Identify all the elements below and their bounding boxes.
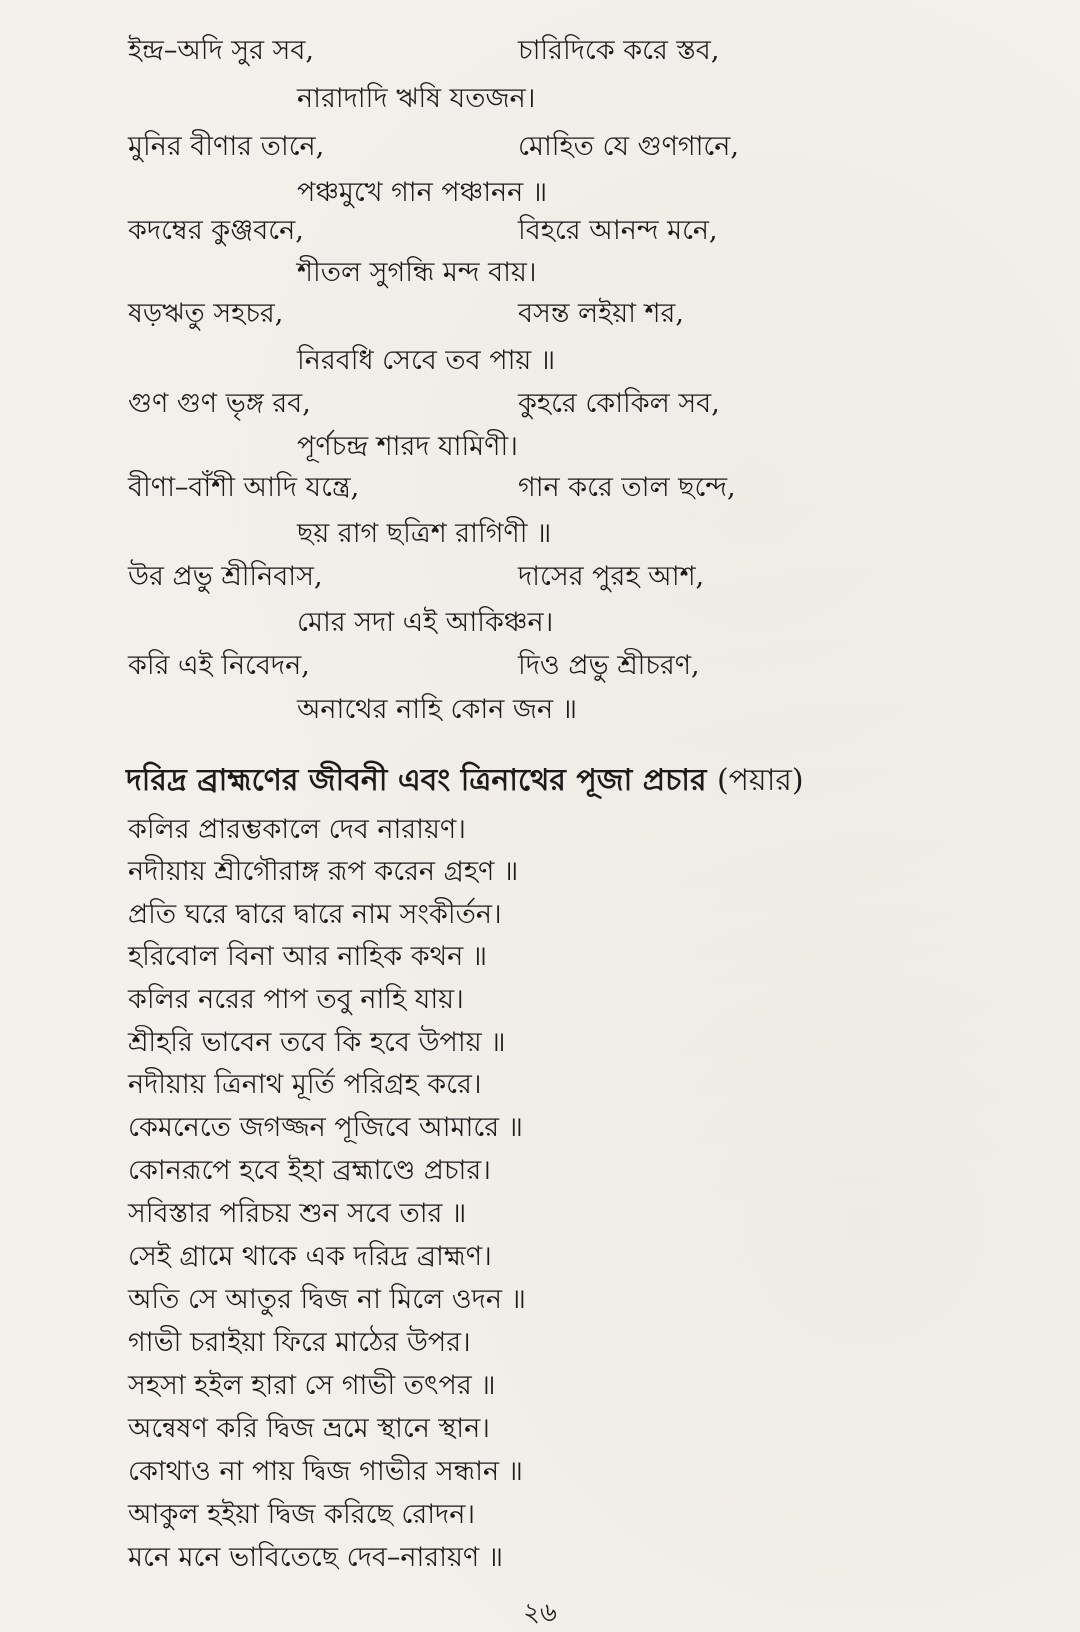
verse-line-right: বিহরে আনন্দ মনে, [518,215,718,246]
payar-line: সবিস্তার পরিচয় শুন সবে তার ॥ [128,1198,467,1229]
payar-line: কলির প্রারম্ভকালে দেব নারায়ণ। [128,814,466,845]
page-number: ২৬ [523,1598,557,1628]
payar-line: কোনরূপে হবে ইহা ব্রহ্মাণ্ডে প্রচার। [128,1155,491,1186]
payar-line: হরিবোল বিনা আর নাহিক কথন ॥ [128,941,488,972]
section-heading [126,762,804,800]
payar-line: কেমনেতে জগজ্জন পূজিবে আমারে ॥ [128,1112,523,1143]
payar-line: প্রতি ঘরে দ্বারে দ্বারে নাম সংকীর্তন। [128,899,502,930]
verse-line-left: কদম্বের কুঞ্জবনে, [128,215,304,246]
verse-line-right: মোহিত যে গুণগানে, [518,131,739,162]
verse-line-left: গুণ গুণ ভৃঙ্গ রব, [128,388,311,419]
payar-line: সেই গ্রামে থাকে এক দরিদ্র ব্রাহ্মণ। [128,1241,492,1272]
payar-line: অন্বেষণ করি দ্বিজ ভ্রমে স্থানে স্থান। [128,1413,490,1444]
section-title: দরিদ্র ব্রাহ্মণের জীবনী এবং ত্রিনাথের পূজা প্রচার [126,763,707,798]
verse-line-indented: ছয় রাগ ছত্রিশ রাগিণী ॥ [297,518,552,549]
section-meter-label: (পয়ার) [716,763,804,798]
verse-line-indented: মোর সদা এই আকিঞ্চন। [297,607,554,638]
verse-line-left: করি এই নিবেদন, [128,650,310,681]
payar-line: আকুল হইয়া দ্বিজ করিছে রোদন। [128,1499,475,1530]
payar-line: নদীয়ায় ত্রিনাথ মূর্তি পরিগ্রহ করে। [128,1069,482,1100]
payar-line: সহসা হইল হারা সে গাভী তৎপর ॥ [128,1370,496,1401]
verse-line-right: দিও প্রভু শ্রীচরণ, [518,650,700,681]
payar-line: কলির নরের পাপ তবু নাহি যায়। [128,984,464,1015]
verse-line-left: বীণা–বাঁশী আদি যন্ত্রে, [128,472,360,503]
verse-line-left: ষড়ঋতু সহচর, [128,298,284,329]
payar-line: কোথাও না পায় দ্বিজ গাভীর সন্ধান ॥ [128,1456,523,1487]
verse-line-indented: নারাদাদি ঋষি যতজন। [297,83,536,114]
payar-line: গাভী চরাইয়া ফিরে মাঠের উপর। [128,1327,471,1358]
payar-line: নদীয়ায় শ্রীগৌরাঙ্গ রূপ করেন গ্রহণ ॥ [128,856,519,887]
verse-line-left: মুনির বীণার তানে, [128,131,325,162]
verse-line-indented: পূর্ণচন্দ্র শারদ যামিণী। [297,431,518,462]
verse-line-indented: শীতল সুগন্ধি মন্দ বায়। [297,257,537,288]
verse-line-left: ইন্দ্র–অদি সুর সব, [128,35,314,66]
payar-line: শ্রীহরি ভাবেন তবে কি হবে উপায় ॥ [128,1027,506,1058]
payar-line: মনে মনে ভাবিতেছে দেব–নারায়ণ ॥ [128,1542,504,1573]
verse-line-right: গান করে তাল ছন্দে, [518,472,736,503]
verse-line-right: দাসের পুরহ আশ, [518,561,705,592]
verse-line-indented: পঞ্চমুখে গান পঞ্চানন ॥ [297,177,548,208]
verse-line-indented: নিরবধি সেবে তব পায় ॥ [297,345,556,376]
verse-line-right: কুহরে কোকিল সব, [518,388,720,419]
verse-line-right: বসন্ত লইয়া শর, [518,298,684,329]
payar-line: অতি সে আতুর দ্বিজ না মিলে ওদন ॥ [128,1284,526,1315]
verse-line-right: চারিদিকে করে স্তব, [518,35,720,66]
verse-line-indented: অনাথের নাহি কোন জন ॥ [297,694,578,725]
verse-line-left: উর প্রভু শ্রীনিবাস, [128,561,323,592]
